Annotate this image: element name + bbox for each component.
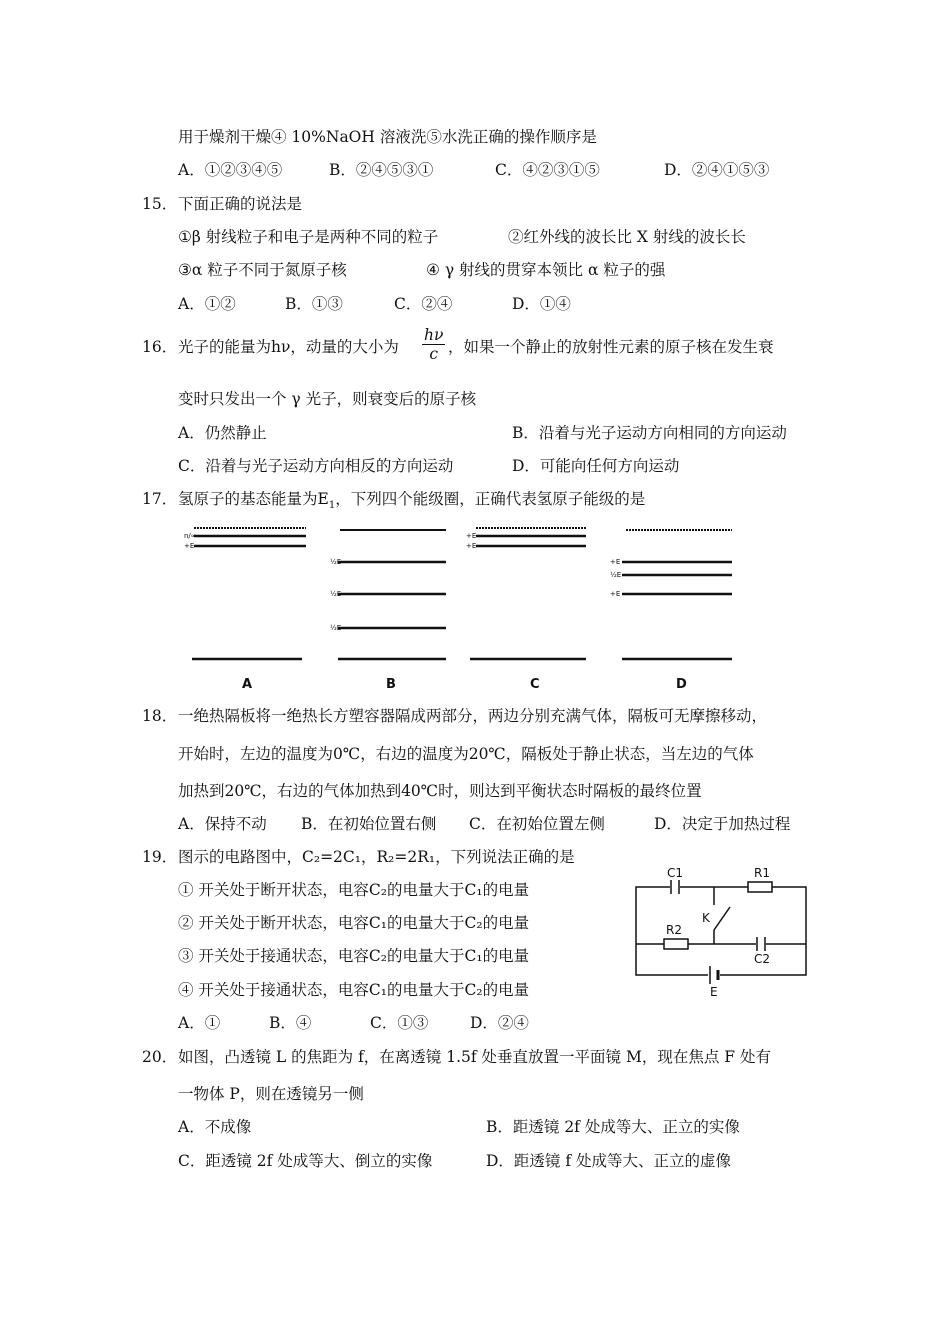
svg-text:+E: +E	[184, 542, 195, 550]
q16-stem-second-part: ，如果一个静止的放射性元素的原子核在发生衰	[448, 338, 774, 356]
svg-text:+E: +E	[466, 542, 477, 550]
q19-statement-1: ① 开关处于断开状态，电容C₂的电量大于C₁的电量	[178, 881, 530, 899]
q20-line-1: 如图，凸透镜 L 的焦距为 f，在离透镜 1.5f 处垂直放置一平面镜 M，现在焦点 F 处有	[178, 1048, 771, 1066]
q14-option-d: D．②④①⑤③	[664, 161, 770, 179]
q14-option-c: C．④②③①⑤	[495, 161, 600, 179]
q15-statement-3: ③α 粒子不同于氮原子核	[178, 261, 347, 279]
q17-stem: 氢原子的基态能量为$E_1$，下列四个能级圈，正确代表氢原子能级的是	[178, 490, 646, 512]
q19-number: 19．	[142, 848, 178, 866]
diagram-label-b: B	[386, 677, 396, 692]
label-c1: C1	[667, 866, 684, 880]
q20-option-b: B．距透镜 2f 处成等大、正立的实像	[486, 1118, 740, 1136]
svg-text:½E: ½E	[330, 590, 342, 598]
q15-option-b: B．①③	[285, 295, 343, 313]
q20-option-a: A．不成像	[178, 1118, 252, 1136]
q19-statement-4: ④ 开关处于接通状态，电容C₁的电量大于C₂的电量	[178, 981, 530, 999]
q15-statement-1: ①β 射线粒子和电子是两种不同的粒子	[178, 228, 439, 246]
q16-option-c: C．沿着与光子运动方向相反的方向运动	[178, 457, 454, 475]
q14-tail: 用于燥剂干燥④ 10%NaOH 溶液洗⑤水洗正确的操作顺序是	[178, 128, 597, 146]
q19-option-d: D．②④	[470, 1014, 529, 1032]
q16-option-d: D．可能向任何方向运动	[512, 457, 680, 475]
label-r1: R1	[754, 866, 770, 880]
fraction-numerator: hν	[424, 326, 444, 344]
label-c2: C2	[754, 952, 771, 966]
q19-option-c: C．①③	[370, 1014, 429, 1032]
q14-option-a: A．①②③④⑤	[178, 161, 283, 179]
q15-statement-4: ④ γ 射线的贯穿本领比 α 粒子的强	[426, 261, 666, 279]
q18-line-3: 加热到20℃，右边的气体加热到40℃时，则达到平衡状态时隔板的最终位置	[178, 782, 702, 800]
q18-option-d: D．决定于加热过程	[654, 815, 791, 833]
q18-number: 18．	[142, 707, 178, 725]
q14-option-b: B．②④⑤③①	[329, 161, 434, 179]
q19-statement-2: ② 开关处于断开状态，电容C₁的电量大于C₂的电量	[178, 914, 530, 932]
q16-stem-third-part: 变时只发出一个 γ 光子，则衰变后的原子核	[178, 390, 477, 408]
q19-option-a: A．①	[178, 1014, 221, 1032]
diagram-label-d: D	[676, 677, 687, 692]
q16-number: 16．	[142, 338, 178, 356]
q19-statement-3: ③ 开关处于接通状态，电容C₂的电量大于C₁的电量	[178, 947, 530, 965]
q19-stem: 图示的电路图中，C₂=2C₁，R₂=2R₁，下列说法正确的是	[178, 848, 575, 866]
q18-option-a: A．保持不动	[178, 815, 267, 833]
energy-level-diagrams	[170, 518, 750, 693]
q20-number: 20．	[142, 1048, 178, 1066]
fraction-denominator: c	[429, 345, 439, 363]
q15-option-c: C．②④	[394, 295, 453, 313]
circuit-diagram	[626, 862, 816, 998]
q15-number: 15．	[142, 195, 178, 213]
q16-option-b: B．沿着与光子运动方向相同的方向运动	[512, 424, 787, 442]
svg-text:+E: +E	[610, 590, 621, 598]
q20-option-c: C．距透镜 2f 处成等大、倒立的实像	[178, 1152, 433, 1170]
q15-stem: 下面正确的说法是	[178, 195, 303, 213]
label-r2: R2	[666, 923, 682, 937]
q17-number: 17．	[142, 490, 178, 508]
svg-text:+E: +E	[610, 558, 621, 566]
svg-text:+E: +E	[466, 532, 477, 540]
q18-line-2: 开始时，左边的温度为0℃，右边的温度为20℃，隔板处于静止状态，当左边的气体	[178, 745, 754, 763]
q16-option-a: A．仍然静止	[178, 424, 267, 442]
q18-option-b: B．在初始位置右侧	[301, 815, 437, 833]
q15-option-d: D．①④	[512, 295, 571, 313]
q18-option-c: C．在初始位置左侧	[469, 815, 605, 833]
q18-line-1: 一绝热隔板将一绝热长方塑容器隔成两部分，两边分别充满气体，隔板可无摩擦移动，	[178, 707, 768, 725]
q20-line-2: 一物体 P，则在透镜另一侧	[178, 1085, 364, 1103]
svg-text:n/∞: n/∞	[184, 532, 197, 540]
label-k: K	[702, 911, 710, 925]
q16-stem-first-part: 光子的能量为hν，动量的大小为	[178, 338, 399, 356]
q20-option-d: D．距透镜 f 处成等大、正立的虚像	[486, 1152, 732, 1170]
q15-option-a: A．①②	[178, 295, 236, 313]
label-e: E	[710, 985, 718, 998]
svg-text:½E: ½E	[610, 571, 622, 579]
momentum-fraction	[422, 326, 445, 363]
diagram-label-c: C	[530, 677, 540, 692]
svg-text:½E: ½E	[330, 558, 342, 566]
svg-text:½E: ½E	[330, 624, 342, 632]
q19-option-b: B．④	[269, 1014, 312, 1032]
diagram-label-a: A	[242, 677, 253, 692]
q15-statement-2: ②红外线的波长比 X 射线的波长长	[508, 228, 746, 246]
